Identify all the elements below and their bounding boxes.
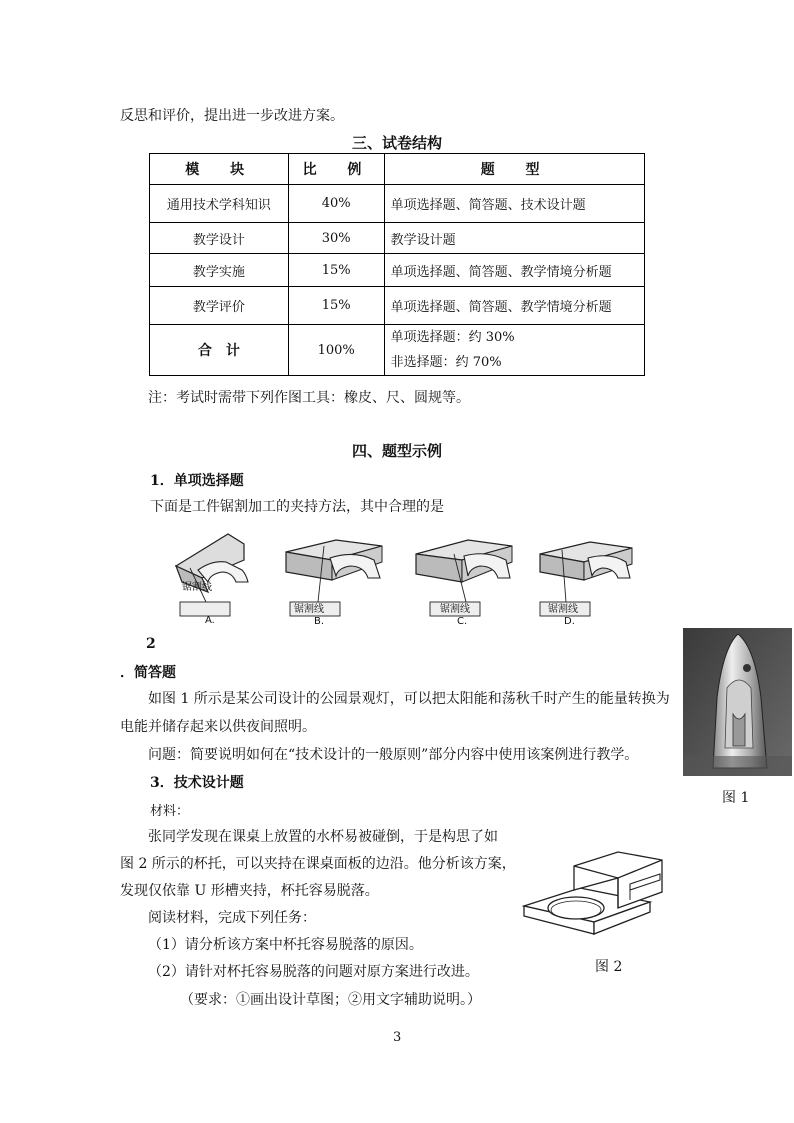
header-ratio: 比 例 bbox=[288, 154, 384, 185]
q3-line2: 图 2 所示的杯托，可以夹持在课桌面板的边沿。他分析该方案， bbox=[120, 856, 516, 872]
row-ratio: 15% bbox=[288, 254, 384, 287]
saw-line-label-c: 锯割线 bbox=[440, 604, 470, 615]
total-type-line: 单项选择题：约 30% bbox=[390, 330, 515, 345]
q3-line1: 张同学发现在课桌上放置的水杯易被碰倒，于是构思了如 bbox=[148, 829, 498, 845]
option-d-label: D. bbox=[564, 616, 575, 627]
table-header-row bbox=[150, 154, 645, 185]
saw-line-label-d: 锯割线 bbox=[548, 604, 578, 615]
table-row bbox=[150, 185, 645, 223]
q2-para-line2: 电能并储存起来以供夜间照明。 bbox=[120, 719, 316, 735]
cup-holder-drawing bbox=[520, 838, 666, 948]
row-module: 通用技术学科知识 bbox=[150, 185, 289, 223]
table-row bbox=[150, 223, 645, 254]
exam-structure-table bbox=[149, 153, 645, 376]
landscape-lamp-photo bbox=[683, 628, 792, 776]
row-ratio: 40% bbox=[288, 185, 384, 223]
q3-material-label: 材料： bbox=[150, 804, 190, 819]
q1-heading: 1．单项选择题 bbox=[150, 473, 244, 489]
header-type: 题 型 bbox=[384, 154, 644, 185]
total-type-line: 非选择题：约 70% bbox=[390, 355, 502, 370]
q3-task1: （1）请分析该方案中杯托容易脱落的原因。 bbox=[148, 937, 423, 953]
row-module: 教学评价 bbox=[150, 287, 289, 325]
table-total-row bbox=[150, 325, 645, 376]
q3-heading: 3．技术设计题 bbox=[150, 775, 244, 791]
q2-question: 问题：简要说明如何在“技术设计的一般原则”部分内容中使用该案例进行教学。 bbox=[148, 747, 639, 763]
figure2-caption: 图 2 bbox=[595, 959, 623, 975]
row-types: 单项选择题、简答题、教学情境分析题 bbox=[384, 254, 644, 287]
total-module: 合 计 bbox=[150, 325, 289, 376]
table-note: 注：考试时需带下列作图工具：橡皮、尺、圆规等。 bbox=[148, 390, 470, 406]
option-c-label: C. bbox=[457, 616, 468, 627]
table-row bbox=[150, 254, 645, 287]
page-number: 3 bbox=[393, 1030, 402, 1045]
q2-para-line1: 如图 1 所示是某公司设计的公园景观灯，可以把太阳能和荡秋千时产生的能量转换为 bbox=[148, 691, 670, 707]
q3-requirement: （要求：①画出设计草图；②用文字辅助说明。） bbox=[180, 992, 481, 1008]
option-a-label: A. bbox=[205, 615, 215, 626]
row-types: 单项选择题、简答题、技术设计题 bbox=[384, 185, 644, 223]
row-module: 教学设计 bbox=[150, 223, 289, 254]
q2-number: 2 bbox=[146, 636, 156, 652]
row-ratio: 15% bbox=[288, 287, 384, 325]
saw-line-label-a: 锯割线 bbox=[182, 582, 212, 593]
row-types: 教学设计题 bbox=[384, 223, 644, 254]
total-types bbox=[384, 325, 644, 376]
row-module: 教学实施 bbox=[150, 254, 289, 287]
table-row bbox=[150, 287, 645, 325]
section4-title: 四、题型示例 bbox=[352, 442, 443, 460]
section3-title: 三、试卷结构 bbox=[352, 134, 443, 152]
option-b-label: B. bbox=[314, 616, 325, 627]
row-ratio: 30% bbox=[288, 223, 384, 254]
figure1-caption: 图 1 bbox=[722, 790, 750, 806]
saw-line-label-b: 锯割线 bbox=[294, 604, 324, 615]
q3-line3: 发现仅依靠 U 形槽夹持，杯托容易脱落。 bbox=[120, 883, 379, 899]
total-ratio: 100% bbox=[288, 325, 384, 376]
intro-line: 反思和评价，提出进一步改进方案。 bbox=[120, 108, 344, 124]
row-types: 单项选择题、简答题、教学情境分析题 bbox=[384, 287, 644, 325]
q3-task2: （2）请针对杯托容易脱落的问题对原方案进行改进。 bbox=[148, 964, 479, 980]
header-module: 模 块 bbox=[150, 154, 289, 185]
q2-heading: ．简答题 bbox=[120, 665, 176, 681]
q3-line4: 阅读材料，完成下列任务： bbox=[148, 910, 316, 926]
q1-stem: 下面是工件锯割加工的夹持方法，其中合理的是 bbox=[150, 499, 444, 515]
